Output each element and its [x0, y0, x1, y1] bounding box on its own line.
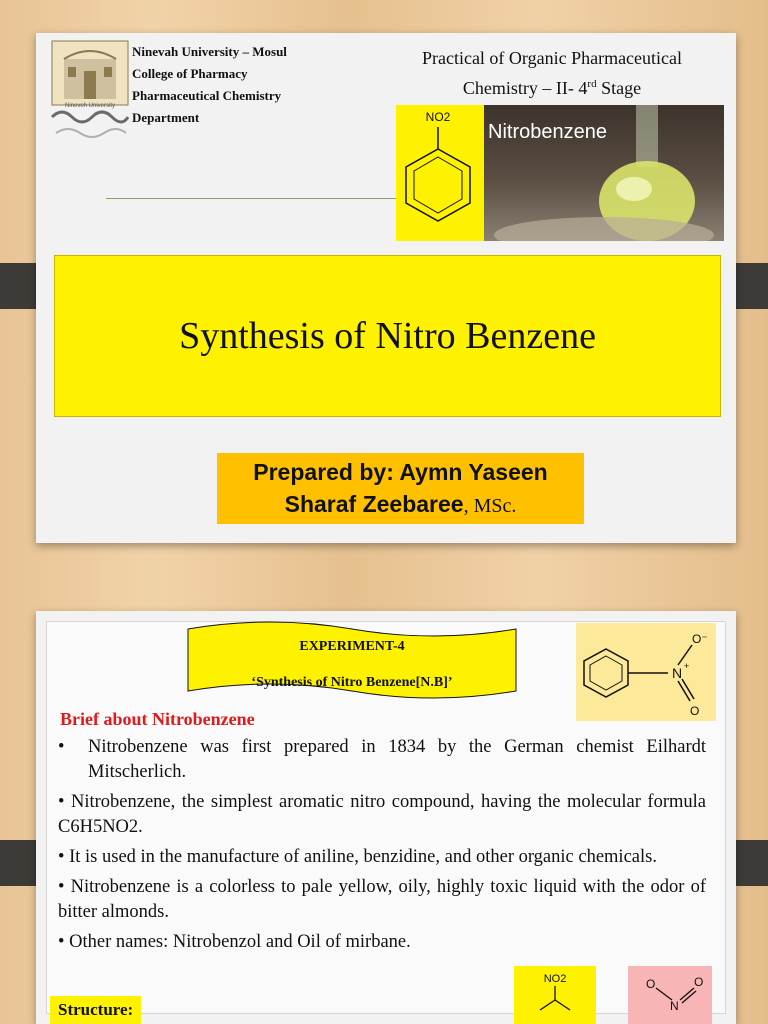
content-slide [36, 611, 736, 1024]
bullet-item: • Other names: Nitrobenzol and Oil of mirbane. [58, 932, 411, 952]
svg-text:+: + [684, 661, 690, 671]
svg-text:O⁻: O⁻ [692, 632, 708, 646]
structure-heading: Structure: [50, 996, 141, 1024]
bullet-list [58, 735, 706, 960]
nitrobenzene-structure-image [396, 105, 484, 241]
svg-text:O: O [646, 977, 656, 991]
nitro-group-thumbnail [628, 966, 712, 1024]
title-slide [36, 33, 736, 543]
experiment-number: EXPERIMENT-4 [299, 639, 405, 654]
experiment-banner-text [186, 629, 518, 701]
bullet-item: • Nitrobenzene was first prepared in 1834 by the German chemist Eilhardt Mitscherlich. [58, 737, 706, 782]
course-line1: Practical of Organic Pharmaceutical [421, 48, 683, 68]
bullet-item: • Nitrobenzene is a colorless to pale yellow, oily, highly toxic liquid with the odor of bitter almonds. [58, 877, 706, 922]
svg-text:O: O [694, 975, 704, 989]
thumbnail-nitro-label: NO2 [543, 973, 567, 985]
prepared-by-box [217, 453, 584, 524]
svg-text:N: N [672, 665, 683, 681]
prepared-by-line2: Sharaf Zeebaree, MSc. [284, 491, 517, 517]
experiment-title: ‘Synthesis of Nitro Benzene[N.B]’ [251, 675, 453, 690]
university-logo [46, 37, 134, 145]
course-title [382, 45, 722, 101]
bullet-item: • It is used in the manufacture of aniline, benzidine, and other organic chemicals. [58, 847, 657, 867]
department-line2: Department [132, 110, 200, 125]
slide-title: Synthesis of Nitro Benzene [179, 315, 596, 357]
title-box [54, 255, 721, 417]
logo-caption: Nineveh University [64, 103, 116, 109]
divider-line [106, 198, 396, 199]
university-name: Ninevah University – Mosul [132, 44, 287, 59]
photo-label: Nitrobenzene [488, 121, 607, 143]
university-info [132, 41, 287, 129]
svg-text:O: O [690, 704, 700, 718]
nitrobenzene-structure-thumbnail [514, 966, 596, 1024]
department-line1: Pharmaceutical Chemistry [132, 88, 282, 103]
nitro-group-label: NO2 [425, 110, 451, 124]
prepared-by-line1: Prepared by: Aymn Yaseen [253, 459, 548, 485]
nitrobenzene-resonance-image [576, 623, 716, 721]
svg-text:N: N [670, 999, 679, 1013]
nitrobenzene-flask-photo [484, 105, 724, 241]
course-line2: Chemistry – II- 4rd Stage [462, 78, 642, 98]
bullet-item: • Nitrobenzene, the simplest aromatic nitro compound, having the molecular formula C6H5NO2. [58, 792, 706, 837]
brief-heading: Brief about Nitrobenzene [60, 709, 255, 729]
college-name: College of Pharmacy [132, 66, 248, 81]
